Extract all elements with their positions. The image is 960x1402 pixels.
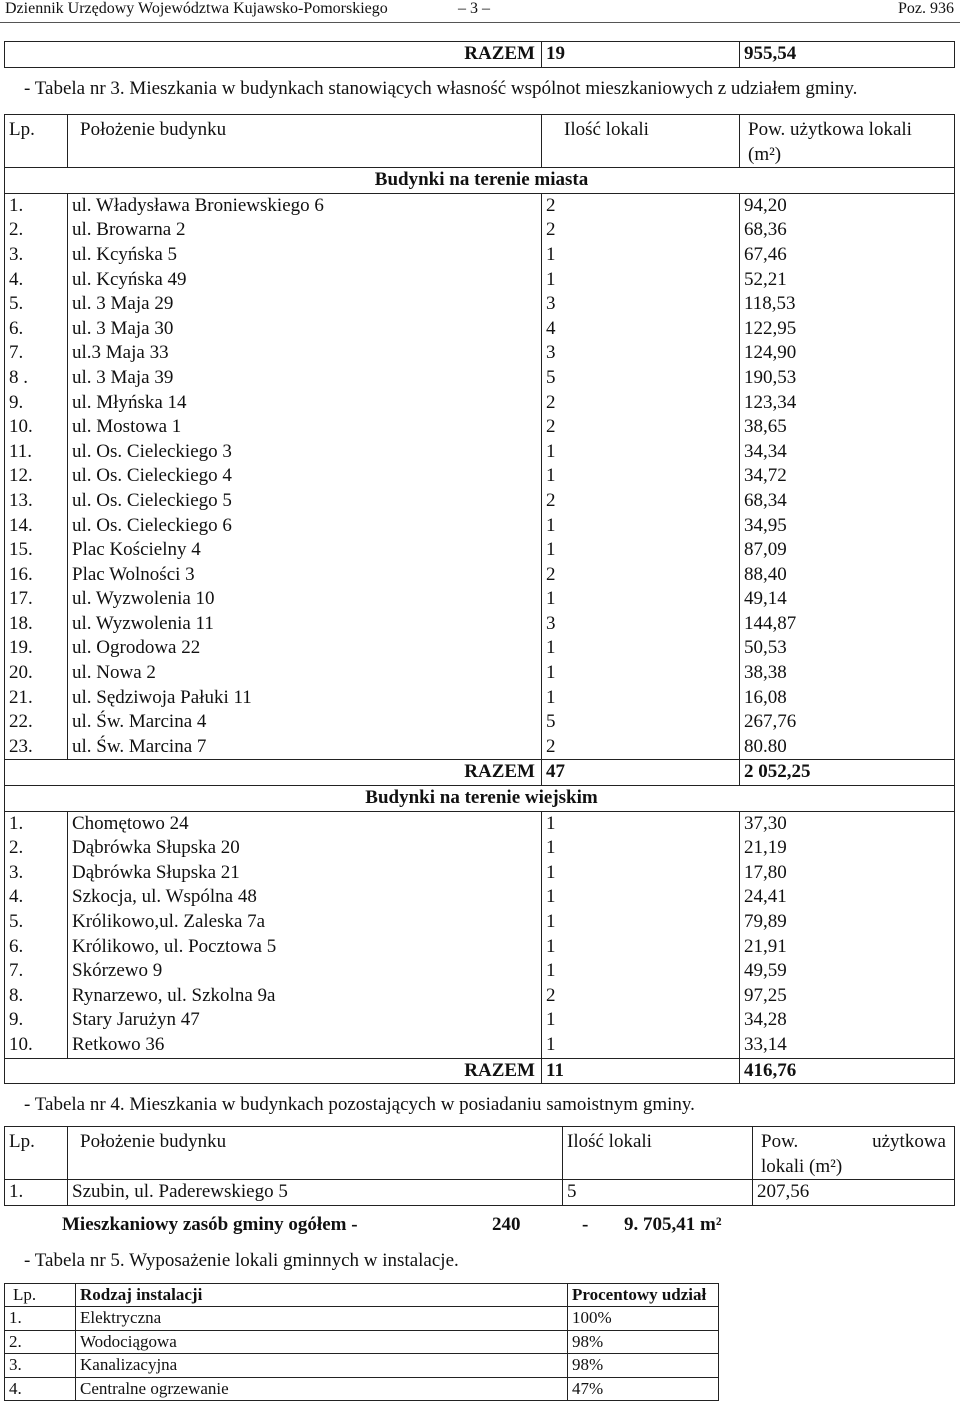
cell-area: 124,90	[740, 341, 955, 366]
cell-lp: 9.	[5, 391, 68, 416]
cell-location: ul. 3 Maja 39	[68, 366, 542, 391]
total-label: RAZEM	[5, 1058, 542, 1084]
cell-lp: 7.	[5, 959, 68, 984]
cell-location: ul. Mostowa 1	[68, 415, 542, 440]
cell-location: ul. Młyńska 14	[68, 391, 542, 416]
cell-count: 1	[542, 464, 740, 489]
cell-location: ul. Kcyńska 49	[68, 268, 542, 293]
table-row	[5, 341, 955, 366]
cell-count: 2	[542, 415, 740, 440]
total-area: 2 052,25	[740, 760, 955, 786]
table-row	[5, 464, 955, 489]
cell-count: 1	[542, 661, 740, 686]
table-row	[5, 612, 955, 637]
cell-area: 87,09	[740, 538, 955, 563]
cell-installation: Wodociągowa	[76, 1330, 568, 1353]
stock-total-area: 9. 705,41 m²	[624, 1214, 722, 1235]
cell-count: 1	[542, 811, 740, 836]
cell-location: Stary Jarużyn 47	[68, 1008, 542, 1033]
cell-location: ul. Os. Cieleckiego 6	[68, 514, 542, 539]
col-installation: Rodzaj instalacji	[76, 1284, 568, 1307]
cell-area: 68,34	[740, 489, 955, 514]
table-row	[5, 661, 955, 686]
table-row	[5, 563, 955, 588]
cell-lp: 1.	[5, 811, 68, 836]
col-area: Pow. użytkowa lokali	[740, 115, 955, 143]
cell-share: 98%	[568, 1354, 719, 1377]
cell-area: 67,46	[740, 243, 955, 268]
table-row	[5, 193, 955, 218]
col-lp: Lp.	[5, 1284, 76, 1307]
cell-count: 2	[542, 193, 740, 218]
cell-area: 21,91	[740, 935, 955, 960]
cell-area: 34,28	[740, 1008, 955, 1033]
col-location: Położenie budynku	[68, 1127, 563, 1155]
cell-area: 52,21	[740, 268, 955, 293]
cell-location: Plac Wolności 3	[68, 563, 542, 588]
cell-area: 122,95	[740, 317, 955, 342]
table-row	[5, 984, 955, 1009]
total-area: 955,54	[740, 42, 955, 68]
table-row	[5, 935, 955, 960]
cell-lp: 22.	[5, 710, 68, 735]
cell-count: 1	[542, 1008, 740, 1033]
table-row	[5, 317, 955, 342]
cell-lp: 2.	[5, 1330, 76, 1353]
cell-lp: 6.	[5, 935, 68, 960]
table1-total	[4, 41, 955, 68]
cell-lp: 3.	[5, 243, 68, 268]
col-count: Ilość lokali	[542, 115, 740, 143]
cell-location: Rynarzewo, ul. Szkolna 9a	[68, 984, 542, 1009]
table-row	[5, 910, 955, 935]
table5	[4, 1283, 719, 1401]
cell-count: 5	[542, 366, 740, 391]
table-row	[5, 636, 955, 661]
stock-total-label: Mieszkaniowy zasób gminy ogółem -	[62, 1214, 358, 1235]
cell-count: 1	[542, 959, 740, 984]
cell-count: 1	[542, 885, 740, 910]
cell-lp: 17.	[5, 587, 68, 612]
cell-area: 34,95	[740, 514, 955, 539]
cell-area: 37,30	[740, 811, 955, 836]
table-row	[5, 735, 955, 760]
cell-count: 1	[542, 587, 740, 612]
cell-lp: 2.	[5, 218, 68, 243]
cell-count: 1	[542, 538, 740, 563]
cell-location: ul. Wyzwolenia 10	[68, 587, 542, 612]
page-header	[0, 0, 960, 23]
cell-area: 49,14	[740, 587, 955, 612]
table-row	[5, 415, 955, 440]
cell-lp: 8.	[5, 984, 68, 1009]
cell-location: ul. Ogrodowa 22	[68, 636, 542, 661]
cell-lp: 5.	[5, 292, 68, 317]
cell-area: 24,41	[740, 885, 955, 910]
table-row	[5, 366, 955, 391]
cell-location: ul. Os. Cieleckiego 5	[68, 489, 542, 514]
cell-location: ul. Os. Cieleckiego 3	[68, 440, 542, 465]
cell-area: 190,53	[740, 366, 955, 391]
cell-area: 21,19	[740, 836, 955, 861]
col-lp: Lp.	[5, 1127, 68, 1155]
total-area: 416,76	[740, 1058, 955, 1084]
cell-installation: Kanalizacyjna	[76, 1354, 568, 1377]
cell-count: 1	[542, 514, 740, 539]
cell-lp: 7.	[5, 341, 68, 366]
cell-area: 88,40	[740, 563, 955, 588]
table-row	[5, 218, 955, 243]
cell-lp: 6.	[5, 317, 68, 342]
cell-count: 2	[542, 735, 740, 760]
table-row	[5, 1330, 719, 1353]
cell-location: ul. Os. Cieleckiego 4	[68, 464, 542, 489]
table3	[4, 114, 955, 1084]
total-row	[5, 760, 955, 786]
section-row	[5, 786, 955, 812]
table-row	[5, 1377, 719, 1400]
cell-lp: 1.	[5, 193, 68, 218]
cell-count: 4	[542, 317, 740, 342]
cell-area: 94,20	[740, 193, 955, 218]
cell-lp: 8 .	[5, 366, 68, 391]
cell-area: 79,89	[740, 910, 955, 935]
table-row	[5, 1180, 955, 1206]
cell-count: 3	[542, 612, 740, 637]
cell-lp: 1.	[5, 1307, 76, 1330]
cell-area: 17,80	[740, 861, 955, 886]
col-area-unit: (m²)	[740, 143, 955, 168]
cell-location: ul. Św. Marcina 4	[68, 710, 542, 735]
table-row	[5, 861, 955, 886]
cell-lp: 1.	[5, 1180, 68, 1206]
cell-location: Chomętowo 24	[68, 811, 542, 836]
cell-lp: 3.	[5, 861, 68, 886]
cell-lp: 4.	[5, 1377, 76, 1400]
cell-location: Plac Kościelny 4	[68, 538, 542, 563]
total-row	[5, 1058, 955, 1084]
cell-lp: 10.	[5, 415, 68, 440]
table5-caption: - Tabela nr 5. Wyposażenie lokali gminnych w instalacje.	[24, 1250, 459, 1271]
cell-location: ul.3 Maja 33	[68, 341, 542, 366]
cell-lp: 4.	[5, 885, 68, 910]
cell-area: 34,34	[740, 440, 955, 465]
table-row	[5, 268, 955, 293]
cell-installation: Elektryczna	[76, 1307, 568, 1330]
table-row	[5, 1033, 955, 1058]
table-row	[5, 959, 955, 984]
cell-lp: 9.	[5, 1008, 68, 1033]
cell-count: 2	[542, 218, 740, 243]
cell-count: 3	[542, 341, 740, 366]
cell-lp: 3.	[5, 1354, 76, 1377]
table3-header	[5, 115, 955, 168]
stock-total-dash: -	[582, 1214, 589, 1235]
total-label: RAZEM	[5, 760, 542, 786]
cell-location: ul. Browarna 2	[68, 218, 542, 243]
col-location: Położenie budynku	[68, 115, 542, 143]
table-row	[5, 538, 955, 563]
table-row	[5, 440, 955, 465]
cell-share: 100%	[568, 1307, 719, 1330]
cell-installation: Centralne ogrzewanie	[76, 1377, 568, 1400]
cell-count: 2	[542, 563, 740, 588]
cell-location: Dąbrówka Słupska 20	[68, 836, 542, 861]
cell-lp: 18.	[5, 612, 68, 637]
cell-area: 50,53	[740, 636, 955, 661]
cell-location: ul. Nowa 2	[68, 661, 542, 686]
cell-count: 1	[542, 1033, 740, 1058]
table-row	[5, 292, 955, 317]
total-count: 47	[542, 760, 740, 786]
cell-area: 38,65	[740, 415, 955, 440]
table3-caption: - Tabela nr 3. Mieszkania w budynkach stanowiących własność wspólnot mieszkaniowych z udziałem gminy.	[24, 78, 858, 99]
cell-area: 80.80	[740, 735, 955, 760]
cell-lp: 13.	[5, 489, 68, 514]
table-row	[5, 686, 955, 711]
cell-area: 207,56	[753, 1180, 955, 1206]
cell-count: 2	[542, 391, 740, 416]
table-row	[5, 1008, 955, 1033]
total-count: 19	[542, 42, 740, 68]
cell-lp: 4.	[5, 268, 68, 293]
cell-lp: 14.	[5, 514, 68, 539]
cell-lp: 15.	[5, 538, 68, 563]
table-row	[5, 489, 955, 514]
cell-location: ul. Władysława Broniewskiego 6	[68, 193, 542, 218]
col-count: Ilość lokali	[563, 1127, 753, 1155]
cell-location: ul. 3 Maja 30	[68, 317, 542, 342]
cell-count: 1	[542, 836, 740, 861]
cell-lp: 12.	[5, 464, 68, 489]
cell-area: 118,53	[740, 292, 955, 317]
cell-location: ul. Św. Marcina 7	[68, 735, 542, 760]
cell-count: 1	[542, 636, 740, 661]
section-rural: Budynki na terenie wiejskim	[5, 786, 955, 812]
table-row	[5, 514, 955, 539]
cell-lp: 19.	[5, 636, 68, 661]
cell-area: 97,25	[740, 984, 955, 1009]
section-row	[5, 168, 955, 194]
col-area: Pow. użytkowa	[753, 1127, 955, 1155]
cell-count: 1	[542, 268, 740, 293]
stock-total-count: 240	[492, 1214, 521, 1235]
cell-lp: 21.	[5, 686, 68, 711]
cell-count: 5	[563, 1180, 753, 1206]
cell-lp: 16.	[5, 563, 68, 588]
cell-area: 267,76	[740, 710, 955, 735]
table-row	[5, 243, 955, 268]
cell-area: 144,87	[740, 612, 955, 637]
cell-share: 98%	[568, 1330, 719, 1353]
cell-location: Szubin, ul. Paderewskiego 5	[68, 1180, 563, 1206]
cell-lp: 11.	[5, 440, 68, 465]
cell-area: 38,38	[740, 661, 955, 686]
cell-area: 16,08	[740, 686, 955, 711]
col-share: Procentowy udział	[568, 1284, 719, 1307]
cell-area: 123,34	[740, 391, 955, 416]
table4	[4, 1126, 955, 1206]
cell-lp: 20.	[5, 661, 68, 686]
col-lp: Lp.	[5, 115, 68, 143]
cell-area: 33,14	[740, 1033, 955, 1058]
table-row	[5, 391, 955, 416]
cell-location: ul. Wyzwolenia 11	[68, 612, 542, 637]
cell-location: Retkowo 36	[68, 1033, 542, 1058]
cell-count: 2	[542, 489, 740, 514]
cell-location: ul. Kcyńska 5	[68, 243, 542, 268]
cell-lp: 23.	[5, 735, 68, 760]
cell-count: 1	[542, 243, 740, 268]
cell-location: ul. Sędziwoja Pałuki 11	[68, 686, 542, 711]
position-number: Poz. 936	[898, 0, 954, 17]
cell-location: Skórzewo 9	[68, 959, 542, 984]
cell-location: ul. 3 Maja 29	[68, 292, 542, 317]
table-row	[5, 885, 955, 910]
cell-area: 49,59	[740, 959, 955, 984]
table4-caption: - Tabela nr 4. Mieszkania w budynkach pozostających w posiadaniu samoistnym gminy.	[24, 1094, 695, 1115]
section-city: Budynki na terenie miasta	[5, 168, 955, 194]
cell-area: 68,36	[740, 218, 955, 243]
cell-lp: 5.	[5, 910, 68, 935]
cell-count: 5	[542, 710, 740, 735]
cell-location: Dąbrówka Słupska 21	[68, 861, 542, 886]
cell-lp: 10.	[5, 1033, 68, 1058]
cell-count: 2	[542, 984, 740, 1009]
cell-share: 47%	[568, 1377, 719, 1400]
journal-title: Dziennik Urzędowy Województwa Kujawsko-Pomorskiego	[5, 0, 388, 17]
cell-location: Szkocja, ul. Wspólna 48	[68, 885, 542, 910]
table-row	[5, 710, 955, 735]
cell-count: 3	[542, 292, 740, 317]
cell-count: 1	[542, 861, 740, 886]
cell-location: Królikowo, ul. Pocztowa 5	[68, 935, 542, 960]
cell-count: 1	[542, 935, 740, 960]
cell-location: Królikowo,ul. Zaleska 7a	[68, 910, 542, 935]
table-row	[5, 1307, 719, 1330]
table-row	[5, 836, 955, 861]
cell-count: 1	[542, 910, 740, 935]
table-row	[5, 811, 955, 836]
table-row	[5, 1354, 719, 1377]
cell-count: 1	[542, 686, 740, 711]
total-label: RAZEM	[5, 42, 542, 68]
total-count: 11	[542, 1058, 740, 1084]
cell-lp: 2.	[5, 836, 68, 861]
col-area-unit: lokali (m²)	[753, 1155, 955, 1180]
cell-count: 1	[542, 440, 740, 465]
page-number: – 3 –	[458, 0, 490, 17]
table-row	[5, 587, 955, 612]
cell-area: 34,72	[740, 464, 955, 489]
